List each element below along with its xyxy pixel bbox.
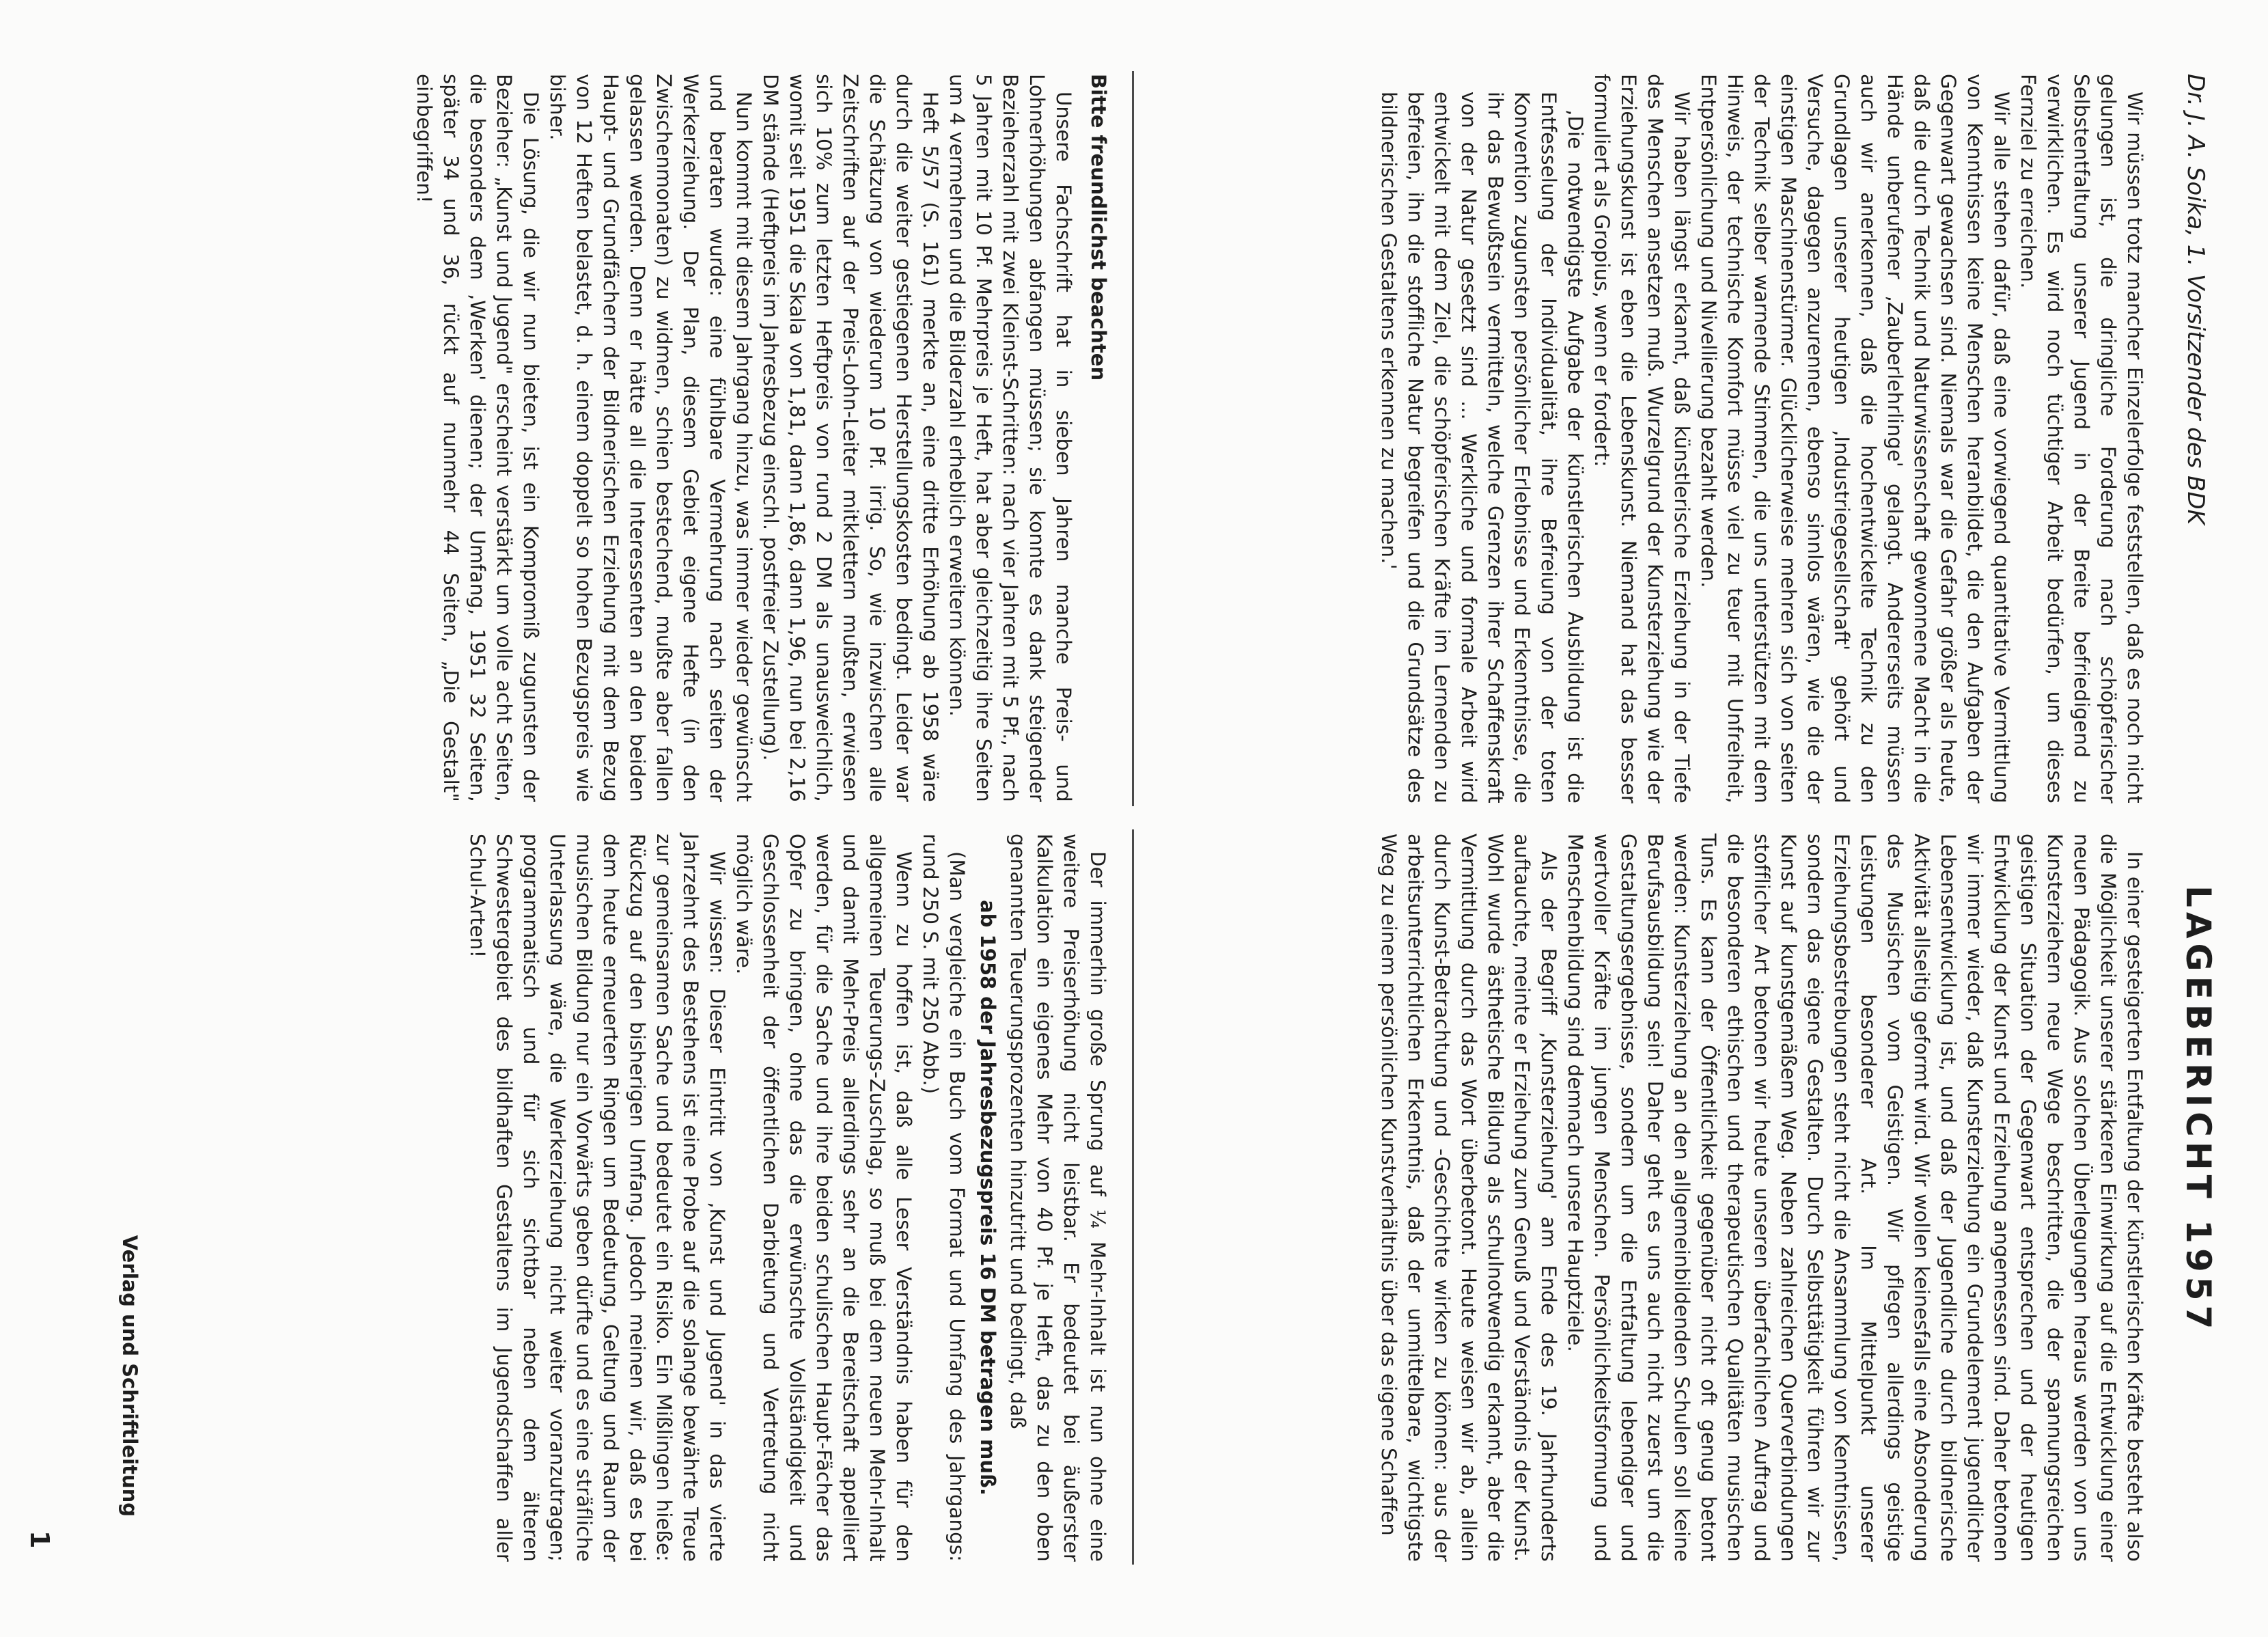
notice-paragraph: Die Lösung, die wir nun bieten, ist ein Kompromiß zugunsten der Bezieher: „Kunst und Jugend" erscheint verstärkt um volle acht Seiten, die besonders dem ‚Werken' dienen; der Umfang, 1951 32 Seiten, später 34 und 36, rückt auf nunmehr 44 Seiten, „Die Gestalt" einbegriffen! [413, 74, 542, 802]
notice-paragraph: Unsere Fachschrift hat in sieben Jahren manche Preis- und Lohnerhöhungen abfangen müssen; sie konnte es dank steigender Bezieherzahl mit zwei Kleinst-Schritten: nach vier Jahren mit 5 Pf., nach 5 Jahren mit 10 Pf. Mehrpreis je Heft, hat aber gleichzeitig ihre Seiten um 4 vermehren und die Bilderzahl erheblich erweitern können. [945, 74, 1075, 802]
article-paragraph: In einer gesteigerten Entfaltung der künstlerischen Kräfte besteht also die Möglichkeit unserer stärkeren Einwirkung auf die Entwicklung einer neuen Pädagogik. Aus solchen Überlegungen heraus werden von uns Kunsterziehern neue Wege beschritten, die der spannungsreichen geistigen Situation der Gegenwart entsprechen und der heutigen Entwicklung der Kunst und Erziehung angemessen sind. Daher betonen wir immer wieder, daß Kunsterziehung ein Grundelement jugendlicher Lebensentwicklung ist, und daß der Jugendliche durch bildnerische Aktivität allseitig geformt wird. Wir wollen keinesfalls eine Absonderung des Musischen vom Geistigen. Wir pflegen allerdings geistige Leistungen besonderer Art. Im Mittelpunkt unserer Erziehungsbestrebungen steht nicht die Ansammlung von Kenntnissen, sondern das eigene Gestalten. Durch Selbsttätigkeit führen wir zur Kunst auf kunstgemäßem Weg. Neben zahlreichen Querverbindungen stofflicher Art betonen wir heute unseren überfachlichen Auftrag und die besonderen ethischen und therapeutischen Qualitäten musischen Tuns. Es kann der Öffentlichkeit gegenüber nicht oft genug betont werden: Kunsterziehung an den allgemeinbildenden Schulen soll keine Berufsausbildung sein! Daher geht es uns auch nicht zuerst um die Gestaltungsergebnisse, sondern um die Entfaltung lebendiger und wertvoller Kräfte im jungen Menschen. Persönlichkeitsformung und Menschenbildung sind demnach unsere Hauptziele. [1564, 834, 2146, 1562]
notice-paragraph: Wenn zu hoffen ist, daß alle Leser Verständnis haben für den allgemeinen Teuerungs-Zuschlag, so muß bei dem neuen Mehr-Inhalt und damit Mehr-Preis allerdings sehr an die Bereitschaft appelliert werden, für die Sache und ihre beiden schulischen Haupt-Fächer das Opfer zu bringen, ohne das die erwünschte Vollständigkeit und Geschlossenheit der öffentlichen Darbietung und Vertretung nicht möglich wäre. [732, 834, 915, 1562]
notice-paragraph: Heft 5/57 (S. 161) merkte an, eine dritte Erhöhung ab 1958 wäre durch die weiter gestiegenen Herstellungskosten bedingt. Leider war die Schätzung von wiederum 10 Pf. irrig. So, wie inzwischen alle Zeitschriften auf der Preis-Lohn-Leiter mitklettern mußten, erwiesen sich 10% zum letzten Heftpreis von rund 2 DM als unausweichlich, womit seit 1951 die Skala von 1,81, dann 1,86, dann 1,96, nun bei 2,16 DM stände (Heftpreis im Jahresbezug einschl. postfreier Zustellung). [759, 74, 942, 802]
notice-paragraph: (Man vergleiche ein Buch vom Format und Umfang des Jahrgangs: rund 250 S. mit 250 Abb.) [919, 834, 969, 1562]
notice-paragraph: Der immerhin große Sprung auf ¼ Mehr-Inhalt ist nun ohne eine weitere Preiserhöhung nicht leistbar. Er bedeutet bei äußerster Kalkulation ein eigenes Mehr von 40 Pf. je Heft, das zu den oben genannten Teuerungsprozenten hinzutritt und bedingt, daß [1006, 834, 1109, 1562]
article-paragraph: Als der Begriff ‚Kunsterziehung' am Ende des 19. Jahrhunderts auftauchte, meinte er Erziehung zum Genuß und Verständnis der Kunst. Wohl wurde ästhetische Bildung als schulnotwendig erkannt, aber die Vermittlung durch das Wort überbetont. Heute weisen wir ab, allein durch Kunst-Betrachtung und -Geschichte wirken zu können: aus der arbeitsunterrichtlichen Erkenntnis, daß der unmittelbare, wichtigste Weg zu einem persönlichen Kunstverhältnis über das eigene Schaffen [1377, 834, 1560, 1562]
article-paragraph: Wir müssen trotz mancher Einzelerfolge feststellen, daß es noch nicht gelungen ist, die dringliche Forderung nach schöpferischer Selbstentfaltung unserer Jugend in der Breite befriedigend zu verwirklichen. Es wird noch tüchtiger Arbeit bedürfen, um dieses Fernziel zu erreichen. [2017, 74, 2146, 803]
price-heading: ab 1958 der Jahresbezugspreis 16 DM betragen muß. [976, 900, 999, 1496]
article-column-2 [1375, 834, 2148, 1562]
section-divider [1132, 829, 1134, 1565]
notice-paragraph: Nun kommt mit diesem Jahrgang hinzu, was immer wieder gewünscht und beraten wurde: eine fühlbare Vermehrung nach seiten der Werkerziehung. Der Plan, diesem Gebiet eigene Hefte (in den Zwischenmonaten) zu widmen, schien bestechend, mußte aber fallen gelassen werden. Denn er hätte all die Interessenten an den beiden Haupt- und Grundfächern der Bildnerischen Erziehung mit dem Bezug von 12 Heften belastet, d. h. einem doppelt so hohen Bezugspreis wie bisher. [546, 74, 756, 802]
notice-paragraph: Wir wissen: Dieser Eintritt von ‚Kunst und Jugend' in das vierte Jahrzehnt des Bestehens ist eine Probe auf die solange bewährte Treue zur gemeinsamen Sache und bedeutet ein Risiko. Ein Mißlingen hieße: Rückzug auf den bisherigen Umfang. Jedoch meinen wir, daß es bei dem heute erneuerten Ringen um Bedeutung, Geltung und Raum der musischen Bildung nur ein Vorwärts geben dürfte und es eine sträfliche Unterlassung wäre, die Werkerziehung nicht weiter voranzutragen; programmatisch und für sich sichtbar neben dem älteren Schwestergebiet des bildhaften Gestaltens im Jugendschaffen aller Schul-Arten! [466, 834, 729, 1562]
notice-heading: Bitte freundlichst beachten [1087, 74, 1110, 381]
gropius-quote: ‚Die notwendigste Aufgabe der künstlerischen Ausbildung ist die Entfesselung der Individualität, ihre Befreiung von der toten Konvention zugunsten persönlicher Erlebnisse und Erkenntnisse, die ihr das Bewußtsein vermitteln, welche Grenzen ihrer Schaffenskraft von der Natur gesetzt sind ... Werkliche und formale Arbeit wird entwickelt mit dem Ziel, die schöpferischen Kräfte im Lernenden zu befreien, ihn die stoffliche Natur begreifen und die Grundsätze des bildnerischen Gestaltens erkennen zu machen.' [1377, 92, 1587, 803]
article-paragraph: Wir haben längst erkannt, daß künstlerische Erziehung in der Tiefe des Menschen ansetzen muß. Wurzelgrund der Kunsterziehung wie der Erziehungskunst ist eben die Lebenskunst. Niemand hat das besser formuliert als Gropius, wenn er fordert: [1590, 74, 1693, 803]
section-divider [1132, 71, 1134, 806]
article-paragraph: Wir alle stehen dafür, daß eine vorwiegend quantitative Vermittlung von Kenntnissen keine Menschen heranbildet, die den Aufgaben der Gegenwart gewachsen sind. Niemals war die Gefahr größer als heute, daß die durch Technik und Naturwissenschaft gewonnene Macht in die Hände unberufener ‚Zauberlehrlinge' gelangt. Andererseits müssen auch wir anerkennen, daß die hochentwickelte Technik zu den Grundlagen unserer heutigen ‚Industriegesellschaft' gehört und Versuche, dagegen anzurennen, ebenso sinnlos wären, wie die der einstigen Maschinenstürmer. Glücklicherweise mehren sich von seiten der Technik selber warnende Stimmen, die uns unterstützen mit dem Hinweis, der technische Komfort müsse viel zu teuer mit Unfreiheit, Entpersönlichung und Nivellierung bezahlt werden. [1697, 74, 2013, 803]
signature: Verlag und Schriftleitung [118, 1235, 141, 1517]
page-number: 1 [25, 1530, 55, 1549]
author-byline: Dr. J. A. Soika, 1. Vorsitzender des BDK [2182, 74, 2209, 525]
article-column-1 [1375, 74, 2148, 803]
notice-column-1 [411, 74, 1111, 802]
report-title: LAGEBERICHT 1957 [2179, 885, 2218, 1334]
notice-column-2 [464, 834, 1111, 1562]
